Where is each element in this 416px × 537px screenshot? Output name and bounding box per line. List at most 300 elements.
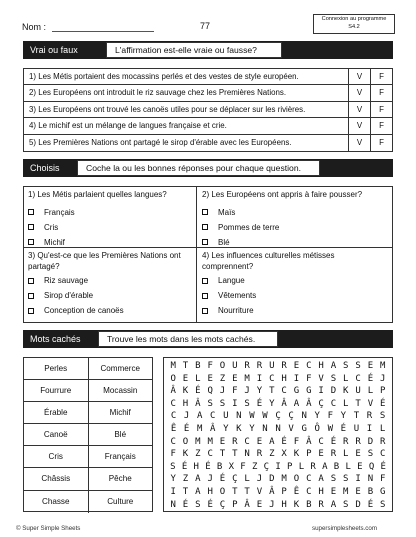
grid-letter[interactable]: S [207, 398, 213, 409]
letter-grid-row [167, 398, 389, 411]
grid-letter[interactable]: S [244, 398, 250, 409]
grid-letter[interactable]: L [343, 398, 349, 409]
grid-letter[interactable]: O [182, 436, 189, 447]
grid-letter[interactable]: A [330, 499, 337, 510]
grid-letter[interactable]: Â [306, 398, 312, 409]
grid-letter[interactable]: R [281, 361, 287, 371]
checkbox-icon[interactable] [202, 308, 208, 314]
grid-letter[interactable]: Â [269, 486, 275, 497]
answer-option[interactable] [198, 288, 382, 303]
grid-letter[interactable]: É [195, 386, 201, 397]
checkbox-icon[interactable] [202, 224, 208, 230]
word-bank-row [24, 468, 152, 490]
option-label: Sirop d'érable [44, 291, 94, 300]
grid-letter[interactable]: S [343, 499, 349, 510]
option-label: Conception de canoës [44, 306, 124, 315]
letter-grid-row [167, 499, 389, 512]
grid-letter[interactable]: A [330, 361, 337, 371]
grid-letter[interactable]: R [256, 361, 263, 371]
program-connection-box [313, 14, 395, 34]
grid-letter[interactable]: S [367, 449, 374, 460]
grid-letter[interactable]: J [244, 386, 250, 397]
grid-letter[interactable]: T [244, 486, 250, 497]
grid-letter[interactable]: N [236, 411, 242, 422]
choose-instruction: Coche la ou les bonnes réponses pour chaque question. [77, 160, 320, 176]
grid-letter[interactable]: Ô [314, 423, 320, 434]
grid-letter[interactable]: Q [368, 461, 375, 472]
grid-letter[interactable]: L [343, 373, 349, 384]
letter-grid-row [167, 436, 389, 449]
grid-letter[interactable]: Â [281, 398, 287, 409]
grid-letter[interactable]: U [269, 361, 275, 371]
question-text: 2) Les Européens ont appris à faire pousser? [202, 190, 363, 199]
grid-letter[interactable]: Y [249, 423, 255, 434]
grid-letter[interactable]: N [367, 474, 374, 485]
grid-divider-horizontal [23, 247, 393, 248]
program-line-2: S4.2 [348, 23, 360, 30]
grid-letter[interactable]: D [367, 436, 374, 447]
grid-letter[interactable]: K [343, 386, 349, 397]
grid-letter[interactable]: T [232, 486, 238, 497]
grid-letter[interactable]: Ç [263, 461, 270, 472]
grid-letter[interactable]: Y [269, 398, 275, 409]
grid-letter[interactable]: Ç [232, 474, 238, 485]
option-label: Langue [218, 276, 245, 285]
grid-letter[interactable]: R [380, 436, 386, 447]
name-label: Nom : [22, 22, 47, 32]
grid-letter[interactable]: Z [251, 461, 258, 472]
grid-letter[interactable]: É [330, 436, 337, 447]
grid-letter[interactable]: E [330, 486, 337, 497]
option-label: Pommes de terre [218, 222, 280, 232]
word-bank-row [24, 491, 152, 513]
grid-letter[interactable]: B [333, 461, 340, 472]
checkbox-icon[interactable] [202, 239, 208, 245]
statement-text: 4) Le michif est un mélange de langues française et crie. [29, 121, 227, 131]
word-bank-word: Mocassin [88, 380, 153, 401]
grid-letter[interactable]: G [293, 386, 300, 397]
grid-letter[interactable]: S [379, 411, 386, 422]
grid-letter[interactable]: I [366, 423, 373, 434]
grid-letter[interactable]: O [219, 486, 226, 497]
option-label: Cris [44, 222, 59, 232]
word-bank-row [24, 446, 152, 468]
grid-letter[interactable]: D [269, 474, 275, 485]
grid-letter[interactable]: W [262, 411, 268, 422]
grid-letter[interactable]: T [232, 449, 238, 460]
grid-letter[interactable]: M [380, 361, 386, 371]
grid-letter[interactable]: X [228, 461, 234, 472]
grid-letter[interactable]: T [353, 411, 360, 422]
checkbox-icon[interactable] [202, 278, 208, 284]
grid-letter[interactable]: S [343, 474, 349, 485]
grid-letter[interactable]: I [256, 373, 263, 384]
grid-letter[interactable]: E [318, 449, 324, 460]
grid-letter[interactable]: K [182, 449, 189, 460]
grid-letter[interactable]: É [219, 474, 226, 485]
grid-letter[interactable]: G [301, 423, 307, 434]
grid-letter[interactable]: C [269, 373, 275, 384]
grid-letter[interactable]: C [207, 449, 213, 460]
grid-letter[interactable]: Ê [170, 423, 177, 434]
grid-letter[interactable]: Z [195, 449, 201, 460]
grid-letter[interactable]: Ç [219, 499, 226, 510]
grid-letter[interactable]: F [380, 474, 386, 485]
grid-letter[interactable]: L [367, 386, 374, 397]
true-option[interactable]: V [348, 135, 370, 151]
grid-letter[interactable]: C [380, 449, 386, 460]
grid-letter[interactable]: N [244, 449, 250, 460]
grid-letter[interactable]: W [327, 423, 333, 434]
grid-letter[interactable]: R [355, 436, 361, 447]
grid-letter[interactable]: H [182, 398, 189, 409]
grid-letter[interactable]: É [367, 373, 374, 384]
grid-letter[interactable]: R [330, 449, 337, 460]
grid-letter[interactable]: J [269, 499, 275, 510]
word-search-instruction: Trouve les mots dans les mots cachés. [98, 331, 278, 347]
grid-letter[interactable]: S [380, 499, 386, 510]
true-false-row [24, 118, 392, 134]
grid-letter[interactable]: P [232, 499, 238, 510]
grid-letter[interactable]: A [196, 411, 203, 422]
grid-letter[interactable]: V [288, 423, 294, 434]
grid-letter[interactable]: B [195, 361, 201, 371]
grid-letter[interactable]: U [232, 361, 238, 371]
grid-letter[interactable]: F [232, 386, 238, 397]
grid-letter[interactable]: H [207, 486, 213, 497]
grid-letter[interactable]: S [170, 461, 176, 472]
false-option[interactable]: F [370, 85, 392, 100]
grid-letter[interactable]: C [306, 474, 312, 485]
grid-letter[interactable]: N [170, 499, 176, 510]
grid-letter[interactable]: L [345, 461, 351, 472]
grid-letter[interactable]: É [380, 398, 386, 409]
grid-letter[interactable]: T [219, 449, 226, 460]
word-bank-word: Perles [44, 364, 68, 373]
grid-letter[interactable]: Y [256, 386, 263, 397]
answer-option[interactable] [24, 220, 208, 235]
grid-letter[interactable]: H [193, 461, 199, 472]
grid-letter[interactable]: É [181, 461, 188, 472]
answer-option[interactable] [198, 303, 382, 318]
option-label: Français [44, 207, 75, 217]
grid-letter[interactable]: T [269, 386, 275, 397]
checkbox-icon[interactable] [28, 239, 34, 245]
grid-letter[interactable]: F [293, 436, 300, 447]
grid-letter[interactable]: Y [314, 411, 320, 422]
grid-letter[interactable]: É [256, 398, 263, 409]
grid-letter[interactable]: C [306, 486, 312, 497]
grid-letter[interactable]: F [240, 461, 246, 472]
grid-letter[interactable]: A [269, 436, 275, 447]
true-option[interactable]: V [348, 69, 370, 84]
question-text: 1) Les Métis parlaient quelles langues? [28, 190, 167, 199]
grid-letter[interactable]: R [366, 411, 373, 422]
grid-letter[interactable]: C [318, 436, 324, 447]
grid-letter[interactable]: I [275, 461, 281, 472]
grid-letter[interactable]: É [367, 499, 374, 510]
grid-letter[interactable]: L [379, 423, 386, 434]
grid-letter[interactable]: T [182, 361, 189, 371]
grid-letter[interactable]: Â [244, 499, 250, 510]
true-false-row [24, 102, 392, 118]
option-label: Vêtements [218, 291, 257, 300]
grid-letter[interactable]: V [367, 398, 374, 409]
true-false-row [24, 85, 392, 101]
grid-letter[interactable]: S [330, 474, 337, 485]
question-block [198, 187, 382, 250]
grid-letter[interactable]: X [281, 449, 287, 460]
grid-letter[interactable]: M [343, 486, 349, 497]
grid-letter[interactable]: É [281, 436, 287, 447]
word-bank-word: Culture [88, 491, 153, 513]
false-option[interactable]: F [370, 135, 392, 151]
true-option[interactable]: V [348, 85, 370, 100]
grid-letter[interactable]: Z [182, 474, 189, 485]
grid-letter[interactable]: M [244, 373, 250, 384]
choose-title: Choisis [30, 163, 60, 173]
footer-copyright: © Super Simple Sheets [16, 525, 81, 532]
answer-option[interactable] [198, 220, 382, 235]
grid-letter[interactable]: P [281, 486, 287, 497]
grid-letter[interactable]: C [244, 436, 250, 447]
grid-letter[interactable]: O [293, 474, 300, 485]
question-text: 3) Qu'est-ce que les Premières Nations ont partagé? [28, 251, 181, 271]
grid-letter[interactable]: Ê [293, 486, 300, 497]
grid-letter[interactable]: L [244, 474, 250, 485]
grid-letter[interactable]: É [340, 423, 347, 434]
grid-letter[interactable]: O [170, 373, 176, 384]
grid-letter[interactable]: T [355, 398, 361, 409]
grid-letter[interactable]: D [330, 386, 337, 397]
grid-letter[interactable]: F [170, 449, 176, 460]
choose-grid [23, 186, 393, 323]
grid-letter[interactable]: D [355, 499, 361, 510]
grid-letter[interactable]: É [182, 499, 189, 510]
question-block [24, 248, 208, 318]
grid-letter[interactable]: B [306, 499, 312, 510]
checkbox-icon[interactable] [28, 278, 34, 284]
answer-option[interactable] [24, 288, 208, 303]
grid-letter[interactable]: A [318, 474, 324, 485]
grid-letter[interactable]: V [256, 486, 263, 497]
grid-letter[interactable]: J [219, 386, 226, 397]
grid-letter[interactable]: J [380, 373, 386, 384]
question-block [24, 187, 208, 250]
grid-letter[interactable]: H [318, 361, 324, 371]
true-option[interactable]: V [348, 118, 370, 133]
grid-letter[interactable]: Â [306, 436, 312, 447]
grid-letter[interactable]: B [216, 461, 223, 472]
grid-letter[interactable]: S [343, 361, 349, 371]
grid-letter[interactable]: H [318, 486, 324, 497]
grid-letter[interactable]: É [380, 461, 386, 472]
checkbox-icon[interactable] [28, 224, 34, 230]
grid-letter[interactable]: O [219, 361, 226, 371]
grid-letter[interactable]: C [330, 398, 337, 409]
grid-letter[interactable]: R [310, 461, 316, 472]
grid-letter[interactable]: K [236, 423, 242, 434]
grid-letter[interactable]: E [232, 373, 238, 384]
letter-grid-row [167, 360, 389, 373]
grid-letter[interactable]: R [256, 449, 263, 460]
false-option[interactable]: F [370, 69, 392, 84]
grid-letter[interactable]: P [287, 461, 293, 472]
grid-letter[interactable]: J [183, 411, 190, 422]
letter-grid [163, 357, 393, 512]
grid-letter[interactable]: E [219, 436, 226, 447]
grid-letter[interactable]: Y [170, 474, 176, 485]
grid-letter[interactable]: E [355, 449, 361, 460]
grid-letter[interactable]: G [306, 386, 312, 397]
grid-letter[interactable]: Â [195, 398, 201, 409]
grid-letter[interactable]: É [207, 499, 213, 510]
name-line[interactable] [52, 31, 154, 32]
option-label: Riz sauvage [44, 276, 89, 285]
grid-letter[interactable]: I [232, 398, 238, 409]
grid-letter[interactable]: E [355, 486, 361, 497]
grid-letter[interactable]: A [293, 398, 300, 409]
grid-letter[interactable]: U [223, 411, 229, 422]
grid-letter[interactable]: N [301, 411, 307, 422]
grid-letter[interactable]: E [357, 461, 363, 472]
grid-letter[interactable]: C [210, 411, 216, 422]
answer-option[interactable] [24, 205, 208, 220]
grid-letter[interactable]: K [293, 499, 300, 510]
checkbox-icon[interactable] [28, 293, 34, 299]
checkbox-icon[interactable] [28, 209, 34, 215]
grid-letter[interactable]: C [281, 386, 287, 397]
grid-letter[interactable]: T [182, 486, 189, 497]
letter-grid-row [167, 448, 389, 461]
answer-option[interactable] [198, 273, 382, 288]
grid-letter[interactable]: É [183, 423, 190, 434]
grid-letter[interactable]: R [343, 436, 349, 447]
grid-letter[interactable]: F [327, 411, 333, 422]
grid-letter[interactable]: N [275, 423, 281, 434]
grid-letter[interactable]: S [355, 361, 361, 371]
grid-letter[interactable]: A [195, 486, 201, 497]
grid-letter[interactable]: J [207, 474, 213, 485]
grid-letter[interactable]: V [318, 373, 324, 384]
grid-letter[interactable]: L [298, 461, 305, 472]
grid-letter[interactable]: E [256, 436, 263, 447]
grid-letter[interactable]: C [170, 398, 176, 409]
answer-option[interactable] [24, 273, 208, 288]
grid-letter[interactable]: Y [223, 423, 229, 434]
grid-letter[interactable]: C [355, 373, 361, 384]
answer-option[interactable] [24, 303, 208, 318]
grid-letter[interactable]: Â [170, 386, 176, 397]
grid-letter[interactable]: P [306, 449, 312, 460]
grid-letter[interactable]: I [355, 474, 361, 485]
grid-letter[interactable]: K [182, 386, 189, 397]
grid-letter[interactable]: Ç [275, 411, 281, 422]
statement-text: 2) Les Européens ont introduit le riz sauvage chez les Premières Nations. [29, 88, 287, 98]
grid-letter[interactable]: K [293, 449, 300, 460]
grid-letter[interactable]: M [195, 436, 201, 447]
grid-letter[interactable]: Ç [288, 411, 294, 422]
grid-letter[interactable]: R [232, 436, 238, 447]
grid-letter[interactable]: R [318, 499, 324, 510]
grid-letter[interactable]: M [196, 423, 203, 434]
checkbox-icon[interactable] [28, 308, 34, 314]
grid-letter[interactable]: E [182, 373, 189, 384]
false-option[interactable]: F [370, 102, 392, 117]
grid-letter[interactable]: R [244, 361, 250, 371]
letter-grid-row [167, 473, 389, 486]
grid-letter[interactable]: P [380, 386, 386, 397]
answer-option[interactable] [198, 205, 382, 220]
footer-website: supersimplesheets.com [312, 525, 377, 532]
grid-letter[interactable]: M [170, 361, 176, 371]
option-label: Michif [44, 237, 65, 247]
word-bank-word: Commerce [88, 358, 153, 379]
grid-letter[interactable]: F [207, 361, 213, 371]
true-option[interactable]: V [348, 102, 370, 117]
grid-letter[interactable]: H [281, 373, 287, 384]
grid-letter[interactable]: E [207, 373, 213, 384]
grid-letter[interactable]: A [195, 474, 201, 485]
grid-letter[interactable]: Q [207, 386, 213, 397]
grid-letter[interactable]: I [318, 386, 324, 397]
grid-letter[interactable]: W [249, 411, 255, 422]
word-bank-word: Français [88, 446, 153, 467]
grid-letter[interactable]: B [367, 486, 374, 497]
grid-letter[interactable]: G [380, 486, 386, 497]
grid-letter[interactable]: E [367, 361, 374, 371]
grid-letter[interactable]: C [306, 361, 312, 371]
word-bank-word: Fourrure [40, 386, 72, 396]
grid-letter[interactable]: Z [219, 373, 226, 384]
grid-letter[interactable]: C [170, 436, 176, 447]
grid-letter[interactable]: S [219, 398, 226, 409]
option-label: Blé [218, 237, 230, 247]
word-bank-word: Chasse [42, 496, 70, 506]
word-bank-word: Michif [88, 402, 153, 423]
grid-letter[interactable]: U [353, 423, 360, 434]
grid-letter[interactable]: S [330, 373, 337, 384]
true-false-table [23, 68, 393, 152]
grid-letter[interactable]: H [281, 499, 287, 510]
grid-letter[interactable]: A [322, 461, 328, 472]
grid-letter[interactable]: F [306, 373, 312, 384]
checkbox-icon[interactable] [202, 293, 208, 299]
grid-letter[interactable]: J [256, 474, 263, 485]
grid-letter[interactable]: U [355, 386, 361, 397]
grid-letter[interactable]: C [170, 411, 177, 422]
checkbox-icon[interactable] [202, 209, 208, 215]
grid-letter[interactable]: M [281, 474, 287, 485]
true-false-row [24, 69, 392, 85]
grid-letter[interactable]: Z [269, 449, 275, 460]
grid-letter[interactable]: E [293, 361, 300, 371]
grid-letter[interactable]: L [343, 449, 349, 460]
word-bank [23, 357, 153, 512]
grid-letter[interactable]: Ç [318, 398, 324, 409]
grid-letter[interactable]: M [207, 436, 213, 447]
grid-letter[interactable]: Y [340, 411, 347, 422]
grid-letter[interactable]: Â [210, 423, 216, 434]
grid-letter[interactable]: S [195, 499, 201, 510]
grid-letter[interactable]: N [262, 423, 268, 434]
grid-letter[interactable]: I [170, 486, 176, 497]
grid-letter[interactable]: É [205, 461, 211, 472]
grid-letter[interactable]: E [256, 499, 263, 510]
grid-letter[interactable]: L [195, 373, 201, 384]
false-option[interactable]: F [370, 118, 392, 133]
grid-letter[interactable]: I [293, 373, 300, 384]
